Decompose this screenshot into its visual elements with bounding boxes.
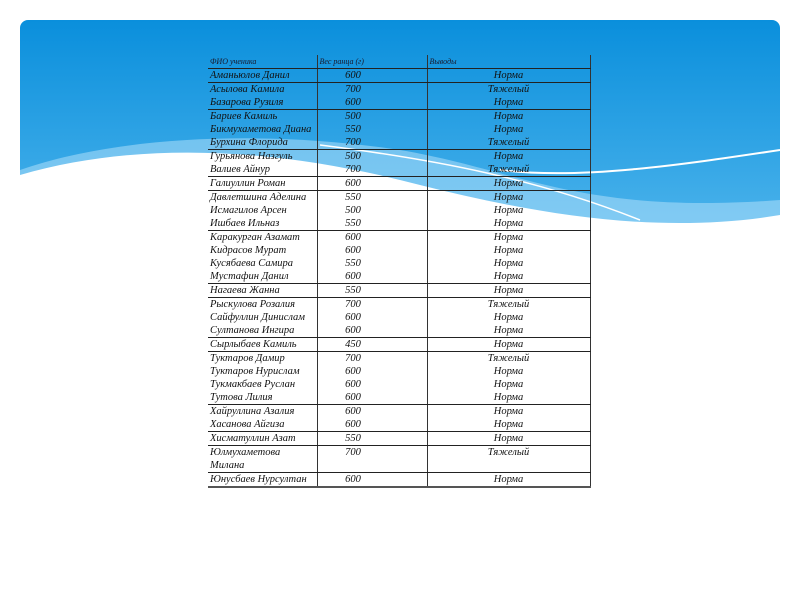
cell-conclusion: Норма: [427, 473, 590, 488]
cell-weight: 700: [317, 163, 427, 177]
cell-conclusion: Норма: [427, 270, 590, 284]
cell-conclusion: Норма: [427, 110, 590, 124]
table-row: [208, 338, 590, 352]
cell-weight: 700: [317, 446, 427, 473]
cell-weight: 550: [317, 284, 427, 298]
header-weight: Вес ранца (г): [317, 55, 427, 69]
cell-conclusion: Тяжелый: [427, 83, 590, 97]
cell-weight: 600: [317, 405, 427, 419]
cell-weight: 700: [317, 352, 427, 366]
cell-weight: 700: [317, 298, 427, 312]
table-row: [208, 217, 590, 231]
cell-weight: 550: [317, 123, 427, 136]
table-row: [208, 244, 590, 257]
table-row: [208, 69, 590, 83]
cell-weight: 450: [317, 338, 427, 352]
table-row: [208, 150, 590, 164]
table-row: [208, 473, 590, 488]
cell-name: Сырлыбаев Камиль: [208, 338, 317, 352]
table-row: [208, 378, 590, 391]
table-row: [208, 96, 590, 110]
cell-name: Тукмакбаев Руслан: [210, 379, 296, 390]
cell-conclusion: Норма: [427, 284, 590, 298]
cell-name: Султанова Ингира: [208, 324, 317, 338]
cell-weight: 500: [317, 150, 427, 164]
cell-weight: 600: [317, 231, 427, 245]
cell-name: Хасанова Айгиза: [208, 418, 317, 432]
cell-conclusion: Норма: [427, 432, 590, 446]
table-row: [208, 231, 590, 245]
data-table: [208, 55, 591, 488]
table-row: [208, 123, 590, 136]
cell-conclusion: Норма: [427, 204, 590, 217]
cell-name: Бариев Камиль: [210, 111, 278, 122]
cell-name: Туктаров Нурислам: [210, 366, 300, 377]
cell-weight: 550: [317, 217, 427, 231]
cell-name: Хисматуллин Азат: [208, 432, 317, 446]
cell-name: Давлетшина Аделина: [210, 192, 307, 203]
cell-conclusion: Норма: [427, 257, 590, 270]
cell-conclusion: Норма: [427, 365, 590, 378]
table-row: [208, 204, 590, 217]
cell-conclusion: Тяжелый: [427, 446, 590, 473]
cell-weight: 600: [317, 69, 427, 83]
cell-conclusion: Норма: [427, 391, 590, 405]
cell-weight: 600: [317, 378, 427, 391]
cell-conclusion: Тяжелый: [427, 136, 590, 150]
cell-weight: 500: [317, 110, 427, 124]
cell-weight: 600: [317, 244, 427, 257]
cell-conclusion: Норма: [427, 244, 590, 257]
table-header-row: [208, 55, 590, 69]
cell-weight: 600: [317, 418, 427, 432]
cell-conclusion: Норма: [427, 96, 590, 110]
cell-weight: 700: [317, 136, 427, 150]
cell-conclusion: Норма: [427, 311, 590, 324]
cell-name: Кусябаева Самира: [210, 258, 294, 269]
cell-name: Рыскулова Розалия: [210, 299, 295, 310]
table-row: [208, 391, 590, 405]
cell-name: Тутова Лилия: [208, 391, 317, 405]
cell-name: Каракурган Азамат: [210, 232, 300, 243]
table-row: [208, 136, 590, 150]
cell-weight: 600: [317, 96, 427, 110]
cell-name: Бикмухаметова Диана: [210, 124, 312, 135]
table-row: [208, 163, 590, 177]
header-conclusion: Выводы: [427, 55, 590, 69]
table-row: [208, 83, 590, 97]
cell-name: Гурьянова Назгуль: [210, 151, 293, 162]
table-row: [208, 284, 590, 298]
cell-weight: 550: [317, 432, 427, 446]
cell-weight: 600: [317, 324, 427, 338]
cell-conclusion: Норма: [427, 324, 590, 338]
cell-name: Мустафин Данил: [208, 270, 317, 284]
table-row: [208, 432, 590, 446]
cell-conclusion: Норма: [427, 338, 590, 352]
table-row: [208, 311, 590, 324]
cell-weight: 600: [317, 270, 427, 284]
cell-conclusion: Норма: [427, 191, 590, 205]
table-row: [208, 110, 590, 124]
cell-name: Базарова Рузиля: [208, 96, 317, 110]
table-row: [208, 257, 590, 270]
cell-weight: 600: [317, 473, 427, 488]
cell-conclusion: Норма: [427, 123, 590, 136]
cell-conclusion: Норма: [427, 217, 590, 231]
cell-weight: 600: [317, 365, 427, 378]
cell-conclusion: Тяжелый: [427, 298, 590, 312]
cell-name: Бурхина Флорида: [208, 136, 317, 150]
cell-name: Асылова Камила: [210, 84, 285, 95]
cell-conclusion: Тяжелый: [427, 163, 590, 177]
cell-conclusion: Норма: [427, 405, 590, 419]
table-row: [208, 270, 590, 284]
cell-name: Хайруллина Азалия: [210, 406, 295, 417]
table-row: [208, 191, 590, 205]
table-row: [208, 418, 590, 432]
cell-conclusion: Норма: [427, 177, 590, 191]
table-row: [208, 324, 590, 338]
cell-conclusion: Норма: [427, 150, 590, 164]
cell-conclusion: Тяжелый: [427, 352, 590, 366]
cell-weight: 600: [317, 391, 427, 405]
cell-name: Сайфуллин Динислам: [210, 312, 306, 323]
cell-name: Юлмухаметова Милана: [208, 446, 317, 473]
cell-name: Юнусбаев Нурсултан: [208, 473, 317, 488]
cell-name: Валиев Айнур: [208, 163, 317, 177]
cell-weight: 600: [317, 177, 427, 191]
cell-name: Исмагилов Арсен: [210, 205, 287, 216]
cell-name: Кидрасов Мурат: [210, 245, 287, 256]
cell-weight: 550: [317, 257, 427, 270]
cell-name: Галиуллин Роман: [208, 177, 317, 191]
table-row: [208, 352, 590, 366]
cell-weight: 600: [317, 311, 427, 324]
cell-name: Ишбаев Ильназ: [208, 217, 317, 231]
cell-name: Нагаева Жанна: [208, 284, 317, 298]
table-row: [208, 405, 590, 419]
cell-name: Туктаров Дамир: [210, 353, 285, 364]
table-body: [208, 69, 590, 488]
table-row: [208, 365, 590, 378]
student-backpack-table: [208, 55, 590, 488]
header-name: ФИО ученика: [208, 55, 317, 69]
cell-weight: 700: [317, 83, 427, 97]
table-row: [208, 177, 590, 191]
table-row: [208, 446, 590, 473]
cell-conclusion: Норма: [427, 418, 590, 432]
cell-weight: 550: [317, 191, 427, 205]
cell-conclusion: Норма: [427, 69, 590, 83]
cell-conclusion: Норма: [427, 231, 590, 245]
cell-name: Аманьюлов Данил: [208, 69, 317, 83]
table-row: [208, 298, 590, 312]
cell-conclusion: Норма: [427, 378, 590, 391]
cell-weight: 500: [317, 204, 427, 217]
